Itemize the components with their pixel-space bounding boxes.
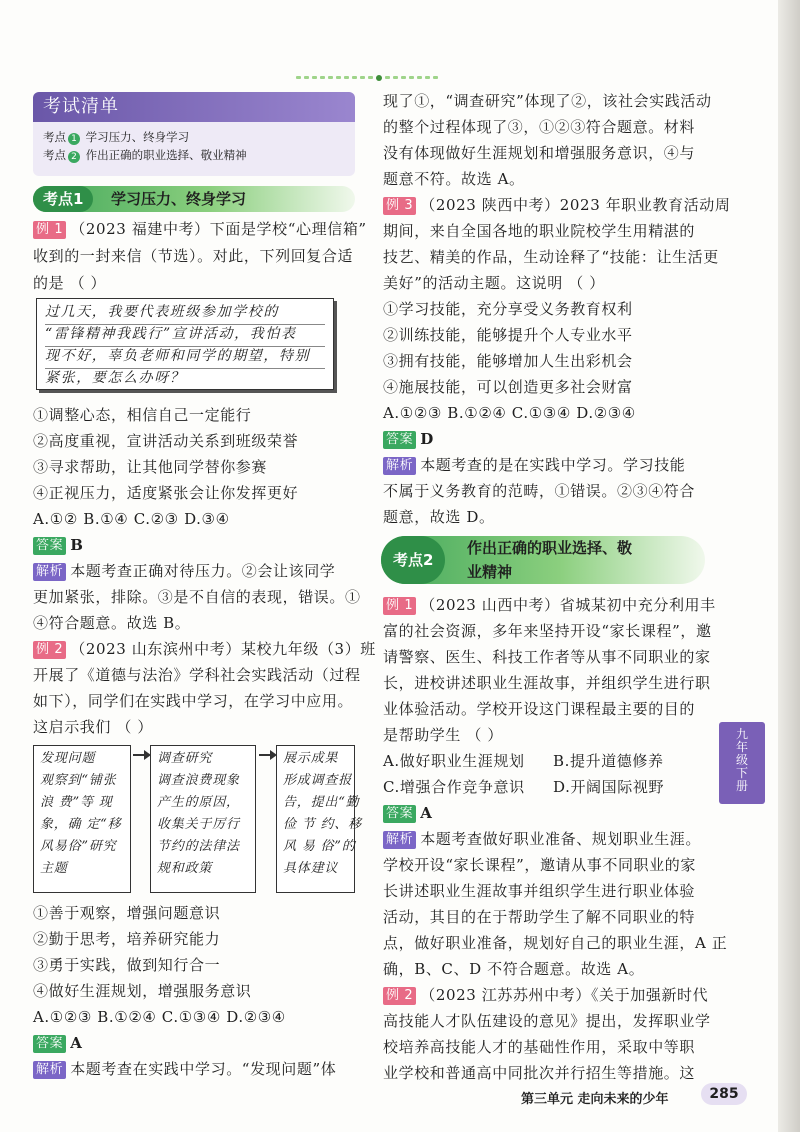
option: ②勤于思考，培养研究能力 — [33, 930, 221, 948]
section-pill: 考点2 — [381, 536, 445, 584]
analysis-line: 没有体现做好生涯规划和增强服务意识，④与 — [383, 144, 696, 162]
analysis-line: 更加紧张，排除。③是不自信的表现，错误。① — [33, 588, 361, 606]
answer: 答案 D — [383, 426, 434, 452]
answer: 答案 A — [33, 1030, 82, 1056]
question-line: 收到的一封来信（节选）。对此，下列回复合适 — [33, 247, 354, 265]
analysis-tag: 解析 — [33, 563, 66, 581]
option: D.开阔国际视野 — [553, 778, 665, 796]
top-decoration — [296, 67, 446, 73]
letter-line: 紧张，要怎么办呀？ — [45, 370, 186, 386]
example-question: 例 1 （2023 山西中考）省城某初中充分利用丰 — [383, 592, 716, 618]
analysis-line: 的整个过程体现了③，①②③符合题意。材料 — [383, 118, 696, 136]
section-header-kp1 — [33, 186, 355, 212]
option: ②训练技能，能够提升个人专业水平 — [383, 326, 633, 344]
page-number: 285 — [701, 1083, 747, 1105]
option: ①善于观察，增强问题意识 — [33, 904, 221, 922]
example-tag: 例 2 — [33, 641, 66, 659]
analysis-line: 不属于义务教育的范畴，①错误。②③④符合 — [383, 482, 696, 500]
section-title: 学习压力、终身学习 — [111, 190, 247, 208]
analysis-line: 题意不符。故选 A。 — [383, 170, 525, 188]
grade-side-tab: 九 年 级 下 册 — [719, 722, 765, 804]
analysis-line: 长讲述职业生涯故事并组织学生进行职业体验 — [383, 882, 696, 900]
answer-tag: 答案 — [33, 1035, 66, 1053]
section-header-kp2 — [381, 536, 705, 584]
answer-tag: 答案 — [383, 431, 416, 449]
letter-line: 现不好，辜负老师和同学的期望，特别 — [45, 345, 325, 369]
analysis: 解析 本题考查的是在实践中学习。学习技能 — [383, 452, 685, 478]
analysis: 解析 本题考查在实践中学习。“发现问题”体 — [33, 1056, 336, 1082]
analysis-tag: 解析 — [383, 831, 416, 849]
question-line: 技艺、精美的作品，生动诠释了“技能：让生活更 — [383, 248, 719, 266]
question-line: 期间，来自全国各地的职业院校学生用精湛的 — [383, 222, 696, 240]
analysis: 解析 本题考查正确对待压力。②会让该同学 — [33, 558, 335, 584]
answer: 答案 A — [383, 800, 432, 826]
analysis-line: 活动，其目的在于帮助学生了解不同职业的特 — [383, 908, 696, 926]
option: A.做好职业生涯规划 — [383, 752, 525, 770]
option: B.提升道德修养 — [553, 752, 664, 770]
question-line: 这启示我们 （ ） — [33, 718, 153, 736]
option: ③寻求帮助，让其他同学替你参赛 — [33, 458, 268, 476]
question-line: 富的社会资源，多年来坚持开设“家长课程”，邀 — [383, 622, 712, 640]
process-flow — [33, 745, 362, 895]
analysis-line: 现了①，“调查研究”体现了②，该社会实践活动 — [383, 92, 712, 110]
example-question: 例 2 （2023 山东滨州中考）某校九年级（3）班 — [33, 636, 376, 662]
analysis-tag: 解析 — [383, 457, 416, 475]
answer-tag: 答案 — [383, 805, 416, 823]
arrow-icon — [133, 754, 149, 756]
question-line: 开展了《道德与法治》学科社会实践活动（过程 — [33, 666, 361, 684]
question-line: 是帮助学生 （ ） — [383, 726, 503, 744]
analysis-line: ④符合题意。故选 B。 — [33, 614, 191, 632]
section-title: 作出正确的职业选择、敬 业精神 — [467, 539, 633, 581]
arrow-icon — [259, 754, 275, 756]
checklist-item-2: 考点 2 作出正确的职业选择、敬业精神 — [43, 148, 247, 162]
flow-step-discover: 发现问题 观察到“铺张 浪 费”等 现 象，确 定“移 风易俗”研究 主题 — [33, 745, 131, 893]
option: ③勇于实践，做到知行合一 — [33, 956, 221, 974]
unit-title: 第三单元 走向未来的少年 — [521, 1092, 669, 1107]
question-line: 业学校和普通高中同批次并行招生等措施。这 — [383, 1064, 696, 1082]
analysis-line: 题意，故选 D。 — [383, 508, 495, 526]
example-tag: 例 1 — [33, 221, 66, 239]
analysis-line: 点，做好职业准备，规划好自己的职业生涯，A 正 — [383, 934, 728, 952]
page-edge — [778, 0, 800, 1132]
question-line: 业体验活动。学校开设这门课程最主要的目的 — [383, 700, 696, 718]
analysis: 解析 本题考查做好职业准备、规划职业生涯。 — [383, 826, 701, 852]
question-line: 的是 （ ） — [33, 274, 107, 292]
analysis-tag: 解析 — [33, 1061, 66, 1079]
option: ①调整心态，相信自己一定能行 — [33, 406, 252, 424]
question-line: 如下），同学们在实践中学习，在学习中应用。 — [33, 692, 354, 710]
option: ③拥有技能，能够增加人生出彩机会 — [383, 352, 633, 370]
example-tag: 例 1 — [383, 597, 416, 615]
letter-line: “雷锋精神我践行”宣讲活动，我怕表 — [45, 323, 325, 347]
choices: A.①② B.①④ C.②③ D.③④ — [33, 510, 230, 528]
example-question: 例 1 （2023 福建中考）下面是学校“心理信箱” — [33, 216, 367, 242]
example-question: 例 3 （2023 陕西中考）2023 年职业教育活动周 — [383, 192, 731, 218]
answer: 答案 B — [33, 532, 83, 558]
flow-step-present: 展示成果 形成调查报 告，提出“勤 俭 节 约、移 风 易 俗”的 具体建议 — [276, 745, 355, 893]
section-pill: 考点1 — [33, 186, 93, 212]
letter-line: 过几天，我要代表班级参加学校的 — [45, 301, 325, 325]
question-line: 长，进校讲述职业生涯故事，并组织学生进行职 — [383, 674, 711, 692]
analysis-line: 学校开设“家长课程”，邀请从事不同职业的家 — [383, 856, 696, 874]
choices: A.①②③ B.①②④ C.①③④ D.②③④ — [33, 1008, 286, 1026]
flow-step-investigate: 调查研究 调查浪费现象 产生的原因， 收集关于厉行 节约的法律法 规和政策 — [150, 745, 256, 893]
question-line: 校培养高技能人才的基础性作用，采取中等职 — [383, 1038, 696, 1056]
analysis-line: 确，B、C、D 不符合题意。故选 A。 — [383, 960, 645, 978]
checklist-item-1: 考点 1 学习压力、终身学习 — [43, 130, 190, 144]
option: ④做好生涯规划，增强服务意识 — [33, 982, 252, 1000]
question-line: 高技能人才队伍建设的意见》提出，发挥职业学 — [383, 1012, 711, 1030]
answer-tag: 答案 — [33, 537, 66, 555]
option: ④施展技能，可以创造更多社会财富 — [383, 378, 633, 396]
example-tag: 例 3 — [383, 197, 416, 215]
checklist-title: 考试清单 — [33, 92, 355, 122]
option: C.增强合作竞争意识 — [383, 778, 525, 796]
option: ①学习技能，充分享受义务教育权利 — [383, 300, 633, 318]
choices: A.①②③ B.①②④ C.①③④ D.②③④ — [383, 404, 636, 422]
option: ②高度重视，宣讲活动关系到班级荣誉 — [33, 432, 299, 450]
letter-excerpt — [36, 298, 334, 390]
example-question: 例 2 （2023 江苏苏州中考）《关于加强新时代 — [383, 982, 708, 1008]
question-line: 请警察、医生、科技工作者等从事不同职业的家 — [383, 648, 711, 666]
question-line: 美好”的活动主题。这说明 （ ） — [383, 274, 605, 292]
option: ④正视压力，适度紧张会让你发挥更好 — [33, 484, 299, 502]
exam-checklist — [33, 92, 355, 176]
example-tag: 例 2 — [383, 987, 416, 1005]
